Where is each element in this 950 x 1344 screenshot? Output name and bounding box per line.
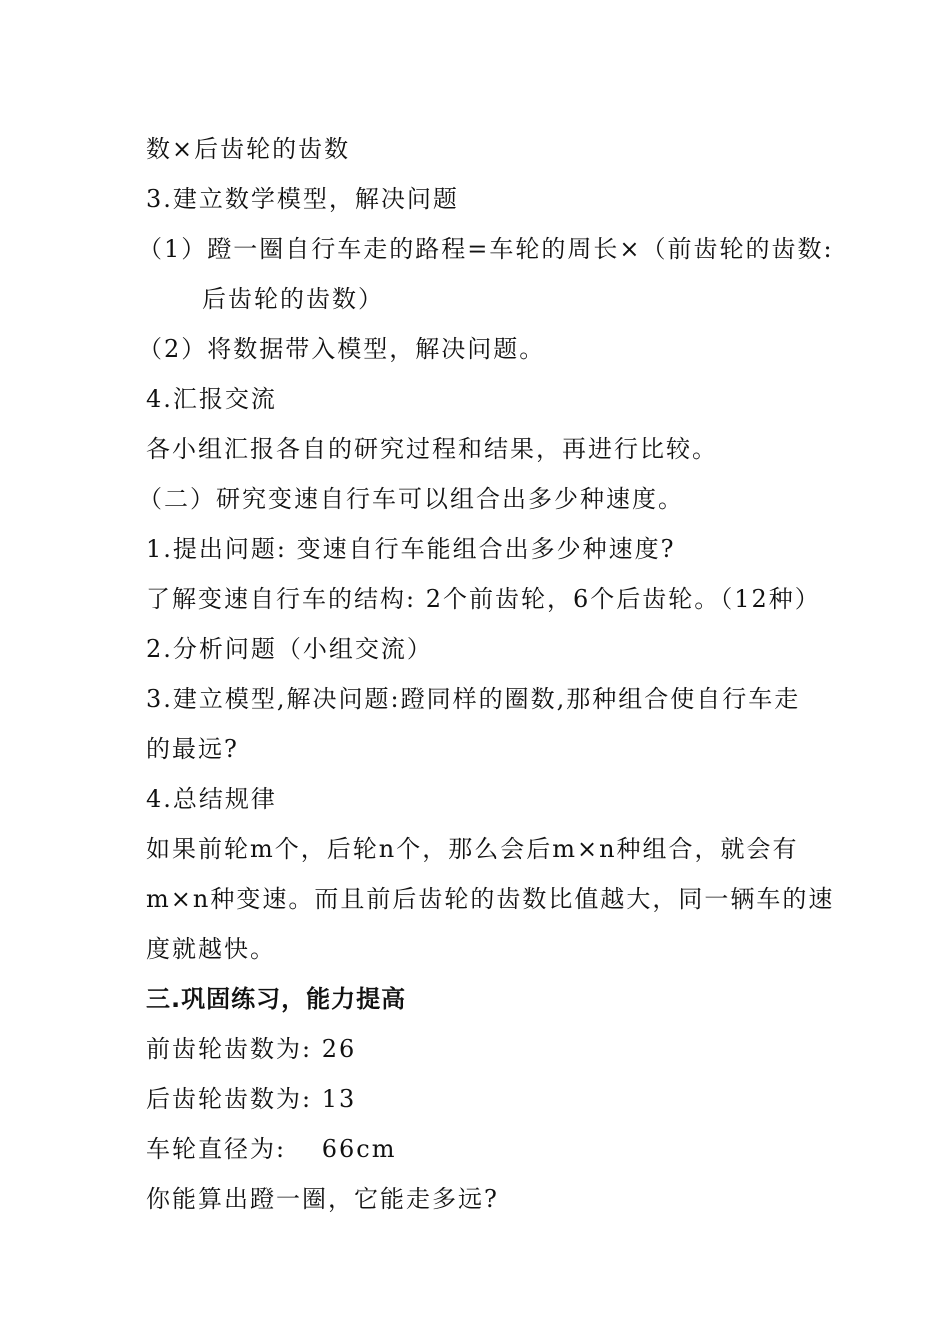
section-heading: 3.建立数学模型，解决问题	[146, 185, 459, 213]
text-line: 各小组汇报各自的研究过程和结果，再进行比较。	[146, 435, 718, 463]
text-line: 3.建立模型,解决问题:蹬同样的圈数,那种组合使自行车走	[146, 685, 801, 713]
text-line: 数×后齿轮的齿数	[146, 135, 351, 163]
text-line: 后齿轮齿数为: 13	[146, 1085, 357, 1113]
text-line: 了解变速自行车的结构: 2个前齿轮，6个后齿轮。（12种）	[146, 585, 821, 613]
section-heading: 4.汇报交流	[146, 385, 277, 413]
chapter-heading: 三.巩固练习，能力提高	[146, 985, 407, 1013]
text-line: 车轮直径为: 66cm	[146, 1135, 397, 1163]
text-line: 1.提出问题: 变速自行车能组合出多少种速度?	[146, 535, 676, 563]
text-line: 度就越快。	[146, 935, 276, 963]
section-heading: （二）研究变速自行车可以组合出多少种速度。	[138, 485, 684, 513]
document-body	[138, 124, 836, 1224]
text-line: 后齿轮的齿数）	[202, 285, 384, 313]
text-line: （2）将数据带入模型，解决问题。	[138, 335, 546, 363]
text-line: 如果前轮m个，后轮n个，那么会后m×n种组合，就会有	[146, 835, 799, 863]
section-heading: 2.分析问题（小组交流）	[146, 635, 433, 663]
text-line: m×n种变速。而且前后齿轮的齿数比值越大，同一辆车的速	[146, 885, 835, 913]
text-line: 你能算出蹬一圈，它能走多远?	[146, 1185, 499, 1213]
section-heading: 4.总结规律	[146, 785, 277, 813]
text-line: 前齿轮齿数为: 26	[146, 1035, 357, 1063]
text-line: 的最远?	[146, 735, 239, 763]
text-line: （1）蹬一圈自行车走的路程=车轮的周长×（前齿轮的齿数:	[138, 235, 834, 263]
